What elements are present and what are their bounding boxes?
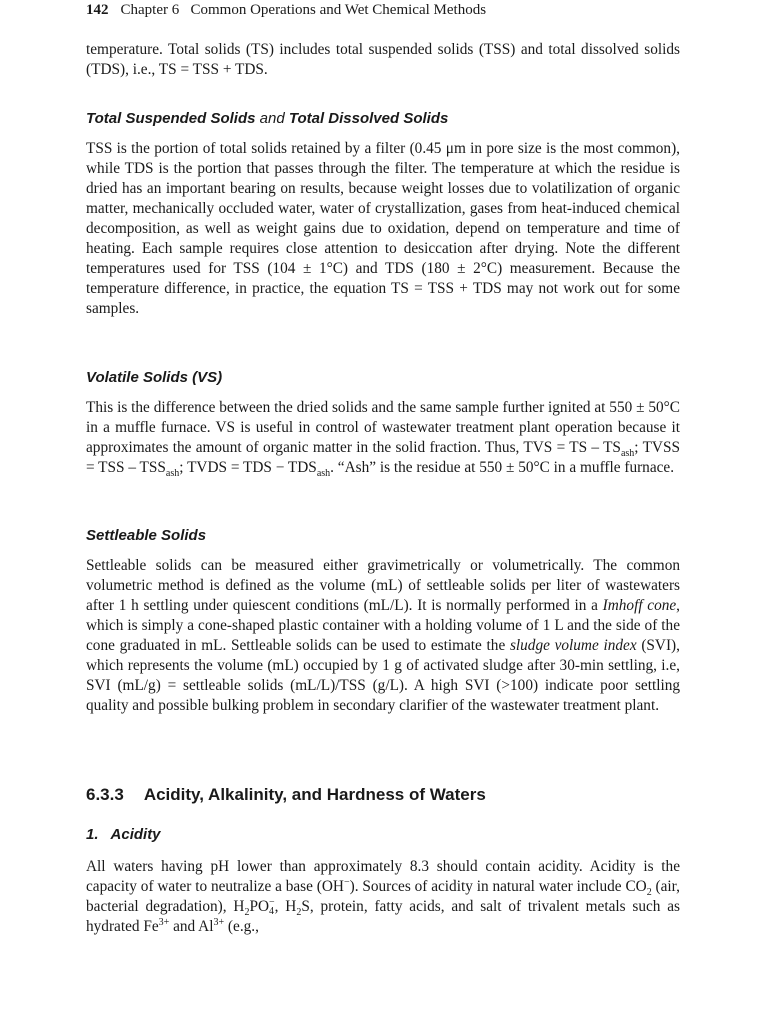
sub-h2: 2 [244,907,250,919]
sup-al: 3+ [213,916,225,928]
sub-co2: 2 [646,887,652,899]
paragraph-intro: temperature. Total solids (TS) includes total suspended solids (TSS) and total dissolved solids (TDS), i.e., TS = TSS + TDS. [86,41,680,78]
sub-h2s: 2 [296,907,302,919]
page-number: 142 [86,2,109,18]
heading-tss: Total Suspended Solids [86,110,256,127]
heading-vs-text: Volatile Solids (VS) [86,369,223,386]
ss-text-3: (SVI), which represents the volume (mL) occupied by 1 g of activated sludge after 30-min settling, i.e, SVI (mL/g) = settleable solids (mL/L)/TSS (g/L). A high SVI (>100) indicate poor settling quality and possible bulking problem in secondary clarifier of the wastewater treatment plant. [86,637,680,714]
heading-and: and [255,110,289,127]
acid-text-6: S, protein, fatty acids, and salt of trivalent metals such as hydrated Fe [86,898,680,935]
paragraph-acidity [86,857,680,937]
term-imhoff-cone: Imhoff cone [602,597,677,614]
acid-text-3: (air, bacterial degradation), H [86,878,680,915]
sup-po4: − [269,897,275,909]
sup-fe: 3+ [158,916,170,928]
sub-ash-2: ash [165,468,180,480]
sub-ash-3: ash [316,468,331,480]
acid-text-2: ). Sources of acidity in natural water include CO [349,878,647,895]
acid-text-8: (e.g., [224,918,259,935]
heading-acidity [86,826,680,843]
ss-text-1: Settleable solids can be measured either gravimetrically or volumetrically. The common volumetric method is defined as the volume (mL) of settleable solids per liter of wastewaters after 1 h settling under quiescent conditions (mL/L). It is normally performed in a [86,557,680,614]
heading-tss-tds [86,110,680,127]
paragraph-tss: TSS is the portion of total solids retained by a filter (0.45 μm in pore size is the most common), while TDS is the portion that passes through the filter. The temperature at which the residue is dried has an important bearing on results, because weight losses due to volatilization of organic matter, mechanically occluded water, water of crystallization, gases from heat-induced chemical decomposition, as well as weight gains due to oxidation, depend on temperature and time of heating. Each sample requires close attention to desiccation after drying. Note the different temperatures used for TSS (104 ± 1°C) and TDS (180 ± 2°C) measurement. Because the temperature difference, in practice, the equation TS = TSS + TDS may not work out for some samples. [86,140,680,317]
acid-text-4: PO [249,898,270,915]
acid-text-7: and Al [169,918,214,935]
heading-ss-text: Settleable Solids [86,527,207,544]
heading-volatile-solids [86,369,680,386]
vs-text-1: This is the difference between the dried solids and the same sample further ignited at 550 ± 50°C in a muffle furnace. VS is useful in control of wastewater treatment plant operation because it approximates the amount of organic matter in the solid fraction. Thus, TVS = TS – TS [86,399,680,456]
section-heading-6-3-3 [86,785,680,805]
term-sludge-volume-index: sludge volume index [509,637,637,654]
chapter-title: Chapter 6 Common Operations and Wet Chemical Methods [120,2,487,18]
section-number: 6.3.3 [86,785,124,804]
running-head [86,2,680,19]
ss-text-2: , which is simply a cone-shaped plastic container with a holding volume of 1 L and the side of the cone graduated in mL. Settleable solids can be used to estimate the [86,597,680,654]
acidity-title: Acidity [110,826,161,843]
vs-text-3: ; TVDS = TDS − TDS [179,459,317,476]
vs-text-2: ; TVSS = TSS – TSS [86,439,680,476]
acid-text-5: , H [274,898,297,915]
heading-tds: Total Dissolved Solids [288,110,449,127]
vs-text-4: . “Ash” is the residue at 550 ± 50°C in a muffle furnace. [330,459,675,476]
acidity-number: 1. [86,826,99,843]
sub-po4: 4 [269,906,275,918]
section-title: Acidity, Alkalinity, and Hardness of Waters [143,785,486,804]
paragraph-settleable [86,556,680,716]
paragraph-vs [86,398,680,478]
acid-text-1: All waters having pH lower than approximately 8.3 should contain acidity. Acidity is the capacity of water to neutralize a base (OH [86,858,680,895]
heading-settleable-solids [86,527,680,544]
sub-ash-1: ash [620,448,635,460]
sup-oh: − [343,876,350,888]
